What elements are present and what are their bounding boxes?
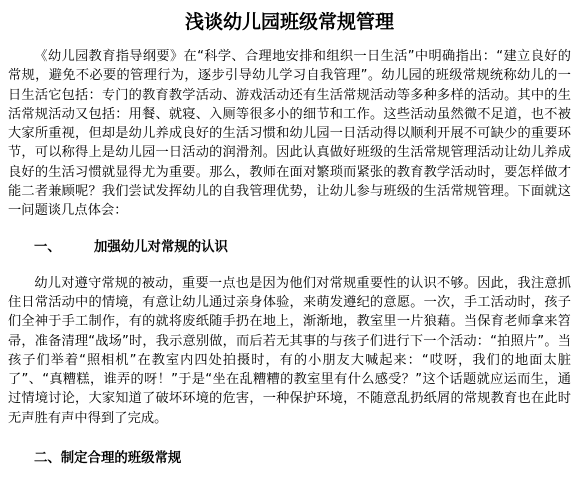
section-2-title: 制定合理的班级常规 [60, 451, 182, 467]
section-1-paragraph: 幼儿对遵守常规的被动，重要一点也是因为他们对常规重要性的认识不够。因此，我注意抓住日常活动中的情境，有意让幼儿通过亲身体验，来萌发遵纪的意愿。一次，手工活动时，孩子们全神于手工制作，有的就将废纸随手扔在地上，渐渐地，教室里一片狼藉。当保育老师拿来笤帚，准备清理“战场”时，我示意别做，而后若无其事的与孩子们进行下一个活动：“拍照片”。当孩子们举着“照相机”在教室内四处拍摄时，有的小朋友大喊起来：“哎呀，我们的地面太脏了”、“真糟糕，谁弄的呀！”于是“坐在乱糟糟的教室里有什么感受？”这个话题就应运而生，通过情境讨论，大家知道了破坏环境的危害，一种保护环境，不随意乱扔纸屑的常规教育也在此时无声胜有声中得到了完成。 [8, 275, 571, 426]
document-title: 浅谈幼儿园班级常规管理 [184, 11, 394, 33]
intro-paragraph: 《幼儿园教育指导纲要》在“科学、合理地安排和组织一日生活”中明确指出：“建立良好的常规，避免不必要的管理行为，逐步引导幼儿学习自我管理”。幼儿园的班级常规统称幼儿的一日生活它包括：专门的教育教学活动、游戏活动还有生活常规活动等多种多样的活动。其中的生活常规活动又包括：用餐、就寝、入厕等很多小的细节和工作。这些活动虽然微不足道，也不被大家所重视，但却是幼儿养成良好的生活习惯和幼儿园一日活动得以顺利开展不可缺少的重要环节，可以称得上是幼儿园一日活动的润滑剂。因此认真做好班级的生活常规管理活动让幼儿养成良好的生活习惯就显得尤为重要。那么，教师在面对繁琐而紧张的教育教学活动时，要怎样做才能二者兼顾呢？我们尝试发挥幼儿的自我管理优势，让幼儿参与班级的生活常规管理。下面就这一问题谈几点体会： [8, 49, 571, 219]
document-page [0, 10, 577, 502]
section-1-heading [8, 238, 571, 258]
section-1-number: 一、 [34, 239, 61, 255]
section-2-number: 二、 [34, 451, 61, 467]
section-2-heading [8, 449, 571, 469]
section-1-title: 加强幼儿对常规的认识 [94, 239, 228, 255]
